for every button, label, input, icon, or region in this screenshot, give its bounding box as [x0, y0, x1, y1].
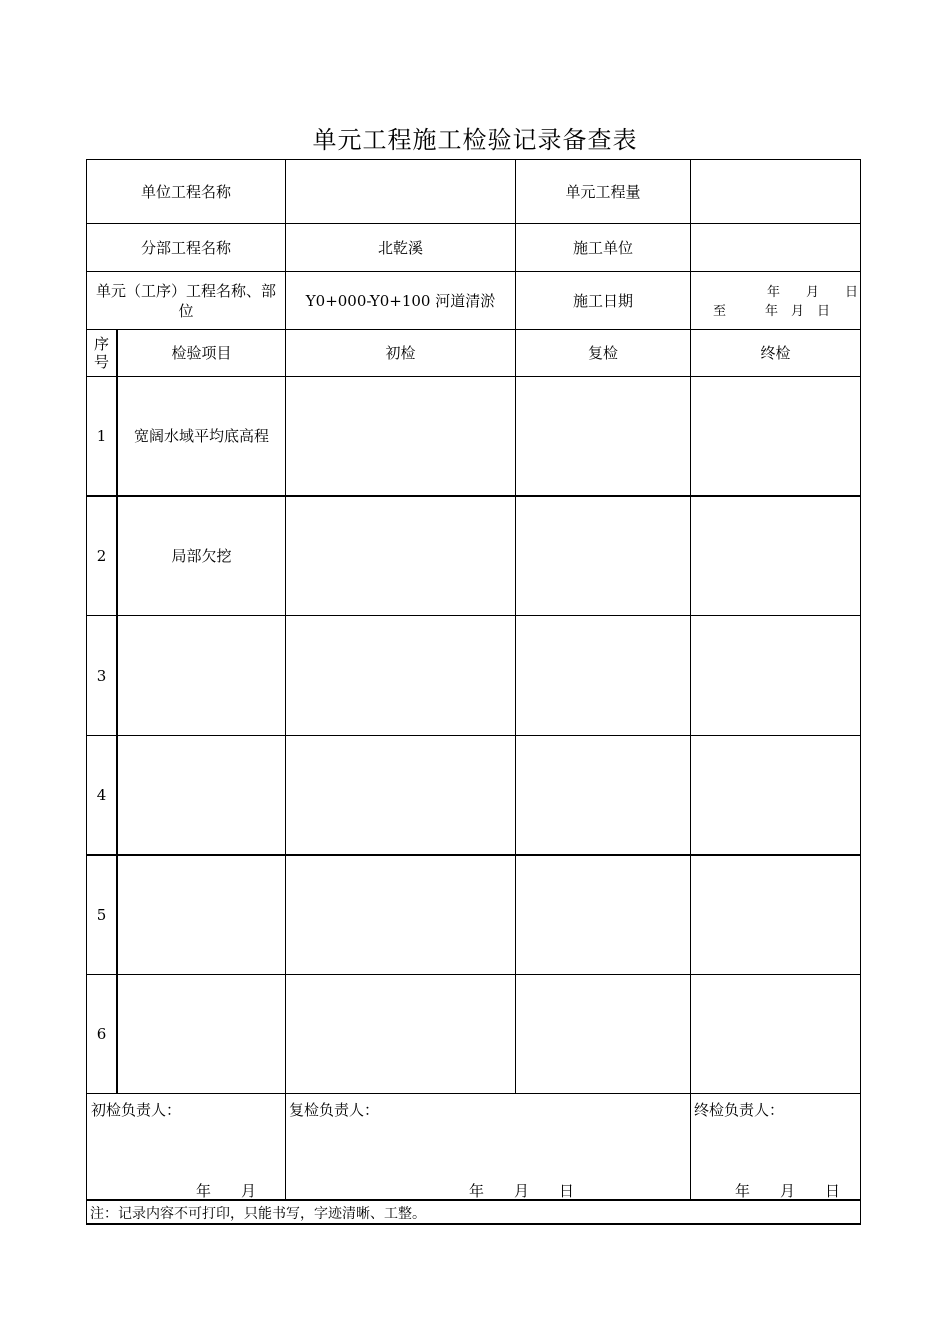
element-label: 单元（工序）工程名称、部位 [95, 281, 276, 320]
row-number: 5 [96, 906, 107, 924]
element-value[interactable]: Y0+000-Y0+100 河道清淤 [305, 291, 496, 310]
row-item [118, 856, 285, 974]
column-header-item: 检验项目 [171, 344, 232, 362]
row-item [118, 616, 285, 735]
contractor-value[interactable] [691, 224, 860, 271]
row-item: 宽阔水域平均底高程 [133, 427, 269, 445]
column-header-second: 复检 [587, 344, 618, 362]
page-title: 单元工程施工检验记录备查表 [312, 126, 638, 154]
final-inspector-date[interactable]: 年 月 日 [735, 1182, 841, 1200]
column-header-seq: 序号 [93, 335, 109, 371]
date-label: 施工日期 [572, 291, 633, 310]
division-value[interactable]: 北乾溪 [377, 238, 423, 257]
footnote: 注：记录内容不可打印，只能书写，字迹清晰、工整。 [90, 1206, 426, 1222]
grid-line [690, 159, 691, 1200]
first-inspector-label: 初检负责人： [91, 1101, 182, 1119]
first-inspector-date[interactable]: 年 月 [196, 1182, 257, 1200]
row-number: 1 [96, 427, 107, 445]
unit-project-value[interactable] [286, 160, 515, 223]
contractor-label: 施工单位 [572, 238, 633, 257]
unit-project-label: 单位工程名称 [140, 182, 231, 201]
column-header-final: 终检 [760, 344, 791, 362]
second-inspector-label: 复检负责人： [289, 1101, 380, 1119]
grid-line [86, 1223, 861, 1225]
row-item [118, 975, 285, 1093]
row-number: 3 [96, 666, 107, 685]
row-number: 4 [96, 786, 107, 804]
grid-line [860, 159, 861, 1225]
final-inspector-label: 终检负责人： [694, 1101, 785, 1119]
row-item [118, 736, 285, 854]
date-line-2[interactable]: 至 年 月 日 [713, 304, 831, 319]
division-label: 分部工程名称 [140, 238, 231, 257]
unit-quantity-label: 单元工程量 [565, 182, 641, 201]
unit-quantity-value[interactable] [691, 160, 860, 223]
row-number: 2 [96, 547, 107, 565]
column-header-first: 初检 [385, 344, 416, 362]
second-inspector-date[interactable]: 年 月 日 [469, 1182, 575, 1200]
row-item: 局部欠挖 [171, 547, 232, 565]
row-number: 6 [96, 1025, 107, 1043]
date-line-1[interactable]: 年 月 日 [767, 285, 859, 300]
